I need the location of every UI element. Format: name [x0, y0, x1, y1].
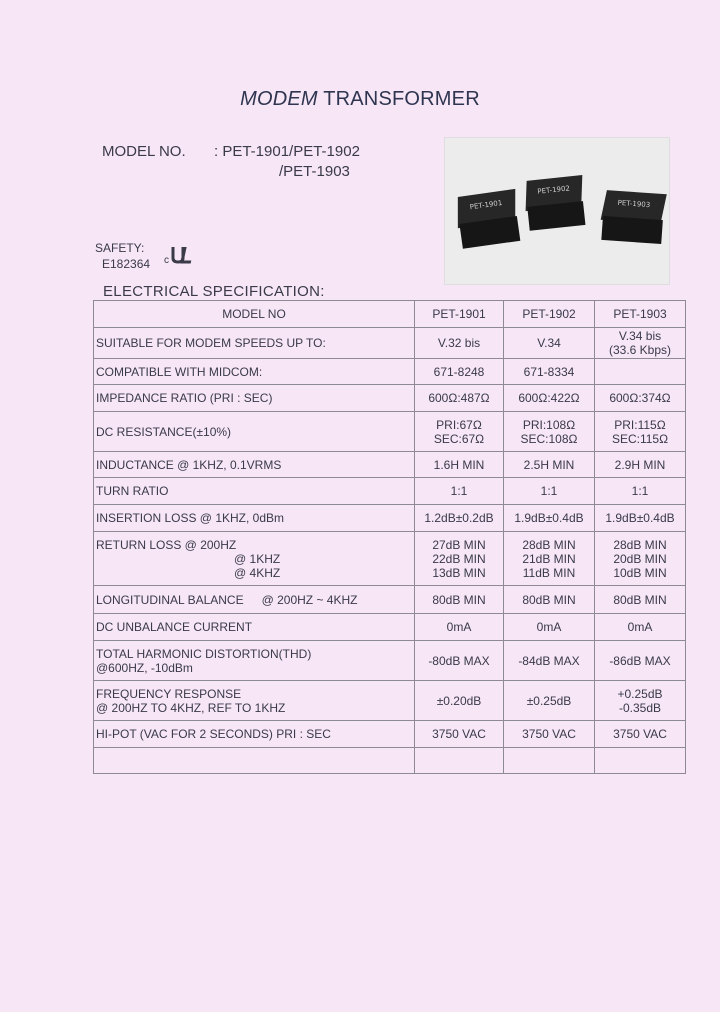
value-cell [504, 505, 595, 532]
value-line: 0mA [536, 620, 562, 634]
value-line: 1:1 [450, 484, 468, 498]
value-cell [595, 452, 686, 478]
safety-label: SAFETY: [95, 241, 145, 255]
value-line: 28dB MIN [613, 537, 667, 552]
value-line: 600Ω:422Ω [518, 391, 580, 405]
value-line: PRI:67Ω [436, 417, 482, 432]
value-cell [504, 359, 595, 385]
value-line: 600Ω:487Ω [428, 391, 490, 405]
value-line: 3750 VAC [613, 727, 667, 741]
header-cell: PET-1901 [415, 301, 504, 328]
value-line: 1:1 [540, 484, 558, 498]
value-line: PRI:108Ω [522, 417, 576, 432]
value-cell [415, 614, 504, 641]
value-line: SEC:108Ω [520, 431, 578, 446]
value-line: SEC:67Ω [433, 431, 485, 446]
table-row [94, 532, 686, 586]
header-cell: PET-1903 [595, 301, 686, 328]
value-cell [415, 532, 504, 586]
ul-recognized-logo [164, 243, 198, 267]
value-line: 80dB MIN [522, 592, 576, 607]
param-line: @ 200HZ ~ 4KHZ [261, 592, 358, 607]
param-line: @ 1KHZ [234, 551, 281, 566]
model-no-label: MODEL NO. [102, 143, 186, 160]
value-line: 80dB MIN [613, 592, 667, 607]
table-row [94, 614, 686, 641]
chip-pet-1901 [456, 189, 521, 249]
spec-heading: ELECTRICAL SPECIFICATION: [103, 283, 325, 300]
value-line: PRI:115Ω [614, 417, 666, 432]
value-line: -0.35dB [618, 700, 662, 715]
param-line: HI-POT (VAC FOR 2 SECONDS) PRI : SEC [96, 727, 331, 741]
value-line: 13dB MIN [432, 565, 486, 580]
value-cell [595, 748, 686, 774]
param-line: RETURN LOSS @ 200HZ [96, 537, 237, 552]
value-line: 0mA [446, 620, 472, 634]
param-line: INSERTION LOSS @ 1KHZ, 0dBm [96, 511, 285, 525]
param-line: DC RESISTANCE(±10%) [96, 424, 232, 439]
value-line: V.34 [537, 336, 561, 350]
value-cell [595, 532, 686, 586]
param-cell [94, 478, 415, 505]
value-line: V.32 bis [437, 336, 481, 350]
table-row [94, 452, 686, 478]
param-line: TOTAL HARMONIC DISTORTION(THD) [96, 646, 312, 661]
safety-file-number: E182364 [102, 257, 151, 271]
param-cell [94, 681, 415, 721]
value-cell [504, 721, 595, 748]
value-line: (33.6 Kbps) [608, 343, 672, 357]
value-cell [504, 328, 595, 359]
value-cell [504, 586, 595, 614]
chip-label: PET-1903 [617, 198, 651, 210]
header-cell: MODEL NO [94, 301, 415, 328]
value-line: 0mA [627, 620, 653, 634]
value-line: +0.25dB [617, 686, 663, 701]
table-row [94, 748, 686, 774]
param-line: COMPATIBLE WITH MIDCOM: [96, 364, 263, 379]
chip-label: PET-1901 [469, 198, 503, 212]
param-cell [94, 359, 415, 385]
param-cell [94, 614, 415, 641]
value-line: ±0.25dB [526, 693, 572, 708]
value-cell [595, 614, 686, 641]
svg-text:c: c [164, 255, 169, 266]
param-cell [94, 505, 415, 532]
value-cell [415, 328, 504, 359]
param-line: @600HZ, -10dBm [96, 660, 193, 675]
table-row [94, 641, 686, 681]
spec-table [93, 300, 686, 774]
value-line: 20dB MIN [613, 551, 667, 566]
param-cell [94, 748, 415, 774]
value-cell [504, 385, 595, 412]
table-row [94, 681, 686, 721]
value-cell [504, 478, 595, 505]
param-line: TURN RATIO [96, 484, 169, 498]
model-no-value: : PET-1901/PET-1902 [214, 143, 360, 160]
table-row [94, 328, 686, 359]
param-line: SUITABLE FOR MODEM SPEEDS UP TO: [96, 336, 326, 350]
value-line: 1.6H MIN [433, 457, 485, 472]
param-line: FREQUENCY RESPONSE [96, 686, 242, 701]
product-photo [444, 137, 670, 285]
chip-pet-1902 [525, 175, 586, 231]
param-line: DC UNBALANCE CURRENT [96, 620, 253, 634]
value-cell [504, 614, 595, 641]
chip-label: PET-1902 [536, 184, 571, 196]
value-line: V.34 bis [618, 329, 662, 343]
value-cell [415, 385, 504, 412]
value-line: 1.2dB±0.2dB [424, 511, 494, 525]
table-row [94, 385, 686, 412]
value-line: 2.5H MIN [523, 457, 575, 472]
value-line: 600Ω:374Ω [609, 391, 671, 405]
value-line: 1.9dB±0.4dB [605, 511, 675, 525]
value-cell [415, 681, 504, 721]
value-line: 2.9H MIN [614, 457, 666, 472]
param-cell [94, 385, 415, 412]
param-cell [94, 412, 415, 452]
param-line: INDUCTANCE @ 1KHZ, 0.1VRMS [96, 457, 282, 472]
value-cell [595, 359, 686, 385]
value-cell [504, 748, 595, 774]
value-cell [415, 412, 504, 452]
value-cell [595, 586, 686, 614]
value-cell [415, 586, 504, 614]
model-no-value-continued: /PET-1903 [279, 163, 350, 180]
value-line: -86dB MAX [609, 653, 671, 668]
value-line: 28dB MIN [522, 537, 576, 552]
value-line: 80dB MIN [432, 592, 486, 607]
title-italic: MODEM [240, 88, 318, 110]
value-cell [415, 721, 504, 748]
param-line: @ 200HZ TO 4KHZ, REF TO 1KHZ [96, 700, 286, 715]
value-line: 27dB MIN [432, 537, 486, 552]
value-line: SEC:115Ω [611, 431, 669, 446]
chip-pet-1903 [601, 190, 664, 244]
value-line: 1.9dB±0.4dB [514, 511, 584, 525]
table-row [94, 412, 686, 452]
value-cell [595, 412, 686, 452]
value-cell [415, 478, 504, 505]
value-cell [595, 721, 686, 748]
table-row [94, 359, 686, 385]
value-cell [415, 452, 504, 478]
table-header-row [94, 301, 686, 328]
value-line: ±0.20dB [436, 693, 482, 708]
page-title [0, 88, 720, 111]
value-cell [595, 641, 686, 681]
value-cell [415, 359, 504, 385]
value-cell [504, 412, 595, 452]
value-line: -80dB MAX [428, 653, 490, 668]
value-line: 3750 VAC [432, 727, 486, 741]
value-cell [504, 452, 595, 478]
table-row [94, 586, 686, 614]
param-cell [94, 586, 415, 614]
param-line: @ 4KHZ [234, 565, 281, 580]
param-cell [94, 721, 415, 748]
value-cell [415, 641, 504, 681]
value-line: 671-8334 [523, 364, 575, 379]
param-cell [94, 452, 415, 478]
value-cell [415, 748, 504, 774]
value-line: 10dB MIN [613, 565, 667, 580]
table-row [94, 721, 686, 748]
table-row [94, 505, 686, 532]
value-cell [595, 385, 686, 412]
param-cell [94, 532, 415, 586]
title-rest: TRANSFORMER [323, 88, 480, 110]
value-cell [595, 505, 686, 532]
value-cell [504, 681, 595, 721]
value-cell [415, 505, 504, 532]
value-line: 22dB MIN [432, 551, 486, 566]
value-cell [504, 532, 595, 586]
param-line: LONGITUDINAL BALANCE [96, 592, 244, 607]
value-line: -84dB MAX [518, 653, 580, 668]
value-line: 11dB MIN [522, 565, 576, 580]
table-row [94, 478, 686, 505]
value-cell [595, 681, 686, 721]
value-line: 1:1 [631, 484, 649, 498]
header-cell: PET-1902 [504, 301, 595, 328]
param-cell [94, 641, 415, 681]
value-cell [595, 478, 686, 505]
value-cell [504, 641, 595, 681]
value-line: 671-8248 [433, 364, 485, 379]
param-line: IMPEDANCE RATIO (PRI : SEC) [96, 391, 273, 405]
value-line: 3750 VAC [522, 727, 576, 741]
value-line: 21dB MIN [522, 551, 576, 566]
param-cell [94, 328, 415, 359]
value-cell [595, 328, 686, 359]
